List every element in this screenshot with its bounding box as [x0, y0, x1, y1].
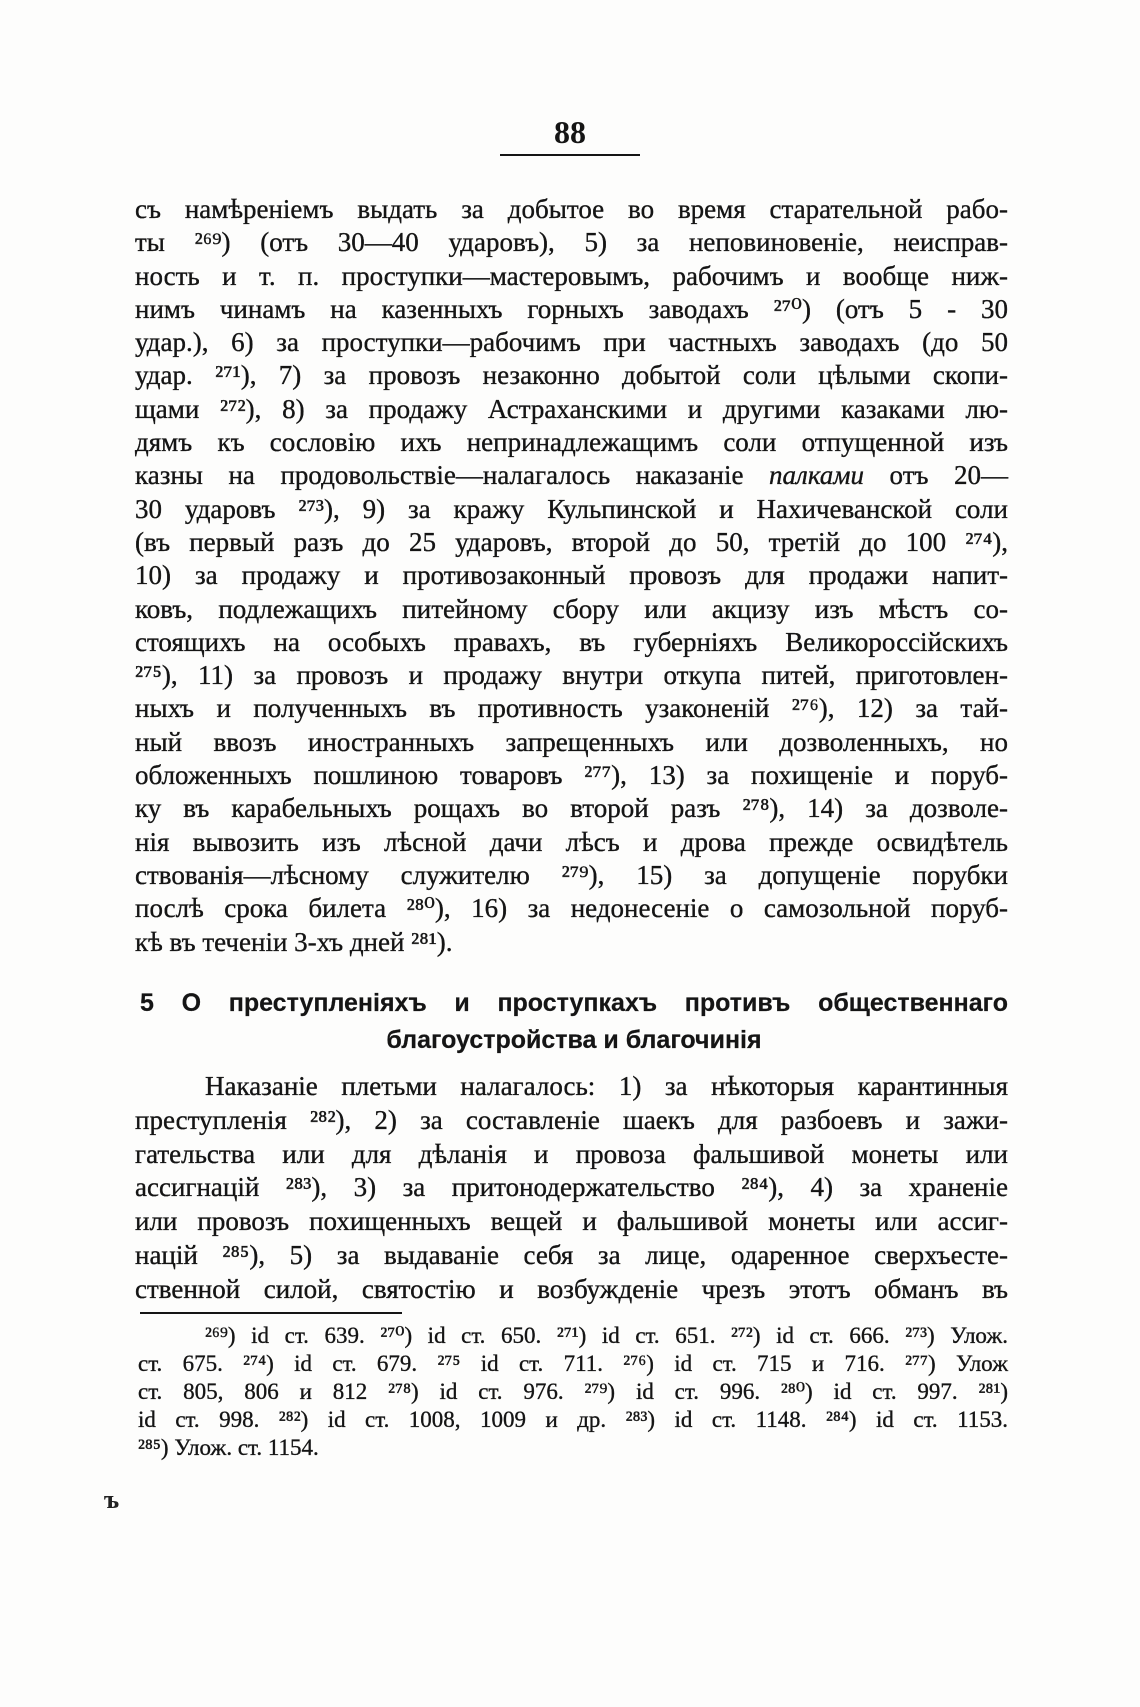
text-line [135, 459, 1008, 492]
footnote-line: id ст. 998. ²⁸²) id ст. 1008, 1009 и др. ²⁸³) id ст. 1148. ²⁸⁴) id ст. 1153. [138, 1407, 1008, 1432]
stray-ink-mark: ъ [104, 1485, 120, 1514]
text-line: Наказаніе плетьми налагалось: 1) за нѣкоторыя карантинныя [205, 1071, 1008, 1101]
text-line: ность и т. п. проступки—мастеровымъ, рабочимъ и вообще ниж- [135, 260, 1008, 291]
section-heading [140, 985, 1008, 1059]
section-heading-line: благоустройства и благочинія [386, 1026, 762, 1054]
footnote-separator [140, 1312, 402, 1314]
footnote-line: ²⁸⁵) Улож. ст. 1154. [138, 1435, 319, 1460]
footnote-line: ст. 805, 806 и 812 ²⁷⁸) id ст. 976. ²⁷⁹) id ст. 996. ²⁸⁰) id ст. 997. ²⁸¹) [138, 1379, 1008, 1404]
text-line: націй ²⁸⁵), 5) за выдаваніе себя за лице, одаренное сверхъесте- [135, 1239, 1008, 1270]
text-line: дямъ къ сословію ихъ непринадлежащимъ соли отпущенной изъ [135, 427, 1008, 458]
text-span: отъ 20— [864, 460, 1008, 491]
text-line: ныхъ и полученныхъ въ противность узаконеній ²⁷⁶), 12) за тай- [135, 693, 1008, 724]
paragraph-1 [135, 193, 1008, 959]
text-line: съ намѣреніемъ выдать за добытое во время старательной рабо- [135, 194, 1008, 224]
text-line: удар.), 6) за проступки—рабочимъ при частныхъ заводахъ (до 50 [135, 327, 1008, 358]
paragraph-2 [135, 1070, 1008, 1307]
text-line: ты ²⁶⁹) (отъ 30—40 ударовъ), 5) за неповиновеніе, неисправ- [135, 227, 1008, 258]
text-line: (въ первый разъ до 25 ударовъ, второй до 50, третій до 100 ²⁷⁴), [135, 526, 1008, 557]
text-line: гательства или для дѣланія и провоза фальшивой монеты или [135, 1138, 1008, 1169]
text-line: ствованія—лѣсному служителю ²⁷⁹), 15) за допущеніе порубки [135, 859, 1008, 890]
text-line: ный ввозъ иностранныхъ запрещенныхъ или дозволенныхъ, но [135, 726, 1008, 757]
text-line: преступленія ²⁸²), 2) за составленіе шаекъ для разбоевъ и зажи- [135, 1104, 1008, 1135]
text-line: или провозъ похищенныхъ вещей и фальшивой монеты или ассиг- [135, 1206, 1008, 1237]
footnote-line: ст. 675. ²⁷⁴) id ст. 679. ²⁷⁵ id ст. 711. ²⁷⁶) id ст. 715 и 716. ²⁷⁷) Улож [138, 1351, 1008, 1376]
text-span: казны на продовольствіе—налагалось наказаніе [135, 460, 770, 491]
section-heading-line: 5 О преступленіяхъ и проступкахъ противъ общественнаго [140, 989, 1008, 1017]
page-number-rule [500, 154, 640, 156]
text-line: 30 ударовъ ²⁷³), 9) за кражу Кульпинской и Нахичеванской соли [135, 493, 1008, 524]
text-line: ковъ, подлежащихъ питейному сбору или акцизу изъ мѣстъ со- [135, 593, 1008, 624]
text-line: ственной силой, святостію и возбужденіе чрезъ этотъ обманъ въ [135, 1273, 1008, 1304]
text-line: нимъ чинамъ на казенныхъ горныхъ заводахъ ²⁷⁰) (отъ 5 - 30 [135, 293, 1008, 324]
text-line: ²⁷⁵), 11) за провозъ и продажу внутри откупа питей, приготовлен- [135, 660, 1008, 691]
page-number: 88 [554, 114, 586, 150]
text-line: ку въ карабельныхъ рощахъ во второй разъ ²⁷⁸), 14) за дозволе- [135, 793, 1008, 824]
text-line: удар. ²⁷¹), 7) за провозъ незаконно добытой соли цѣлыми скопи- [135, 360, 1008, 391]
text-line: нія вывозить изъ лѣсной дачи лѣсъ и дрова прежде освидѣтель [135, 826, 1008, 857]
text-line: щами ²⁷²), 8) за продажу Астраханскими и другими казаками лю- [135, 393, 1008, 424]
text-line: ассигнацій ²⁸³), 3) за притонодержательство ²⁸⁴), 4) за храненіе [135, 1172, 1008, 1203]
text-line: кѣ въ теченіи 3-хъ дней ²⁸¹). [135, 926, 453, 957]
text-line: 10) за продажу и противозаконный провозъ для продажи напит- [135, 560, 1008, 591]
footnote-line: ²⁶⁹) id ст. 639. ²⁷⁰) id ст. 650. ²⁷¹) id ст. 651. ²⁷²) id ст. 666. ²⁷³) Улож. [205, 1323, 1008, 1348]
text-line: обложенныхъ пошлиною товаровъ ²⁷⁷), 13) за похищеніе и поруб- [135, 760, 1008, 791]
text-line: стоящихъ на особыхъ правахъ, въ губерніяхъ Великороссійскихъ [135, 626, 1008, 657]
footnotes [138, 1322, 1008, 1462]
italic-word: палками [769, 460, 865, 491]
text-line: послѣ срока билета ²⁸⁰), 16) за недонесеніе о самозольной поруб- [135, 893, 1008, 924]
